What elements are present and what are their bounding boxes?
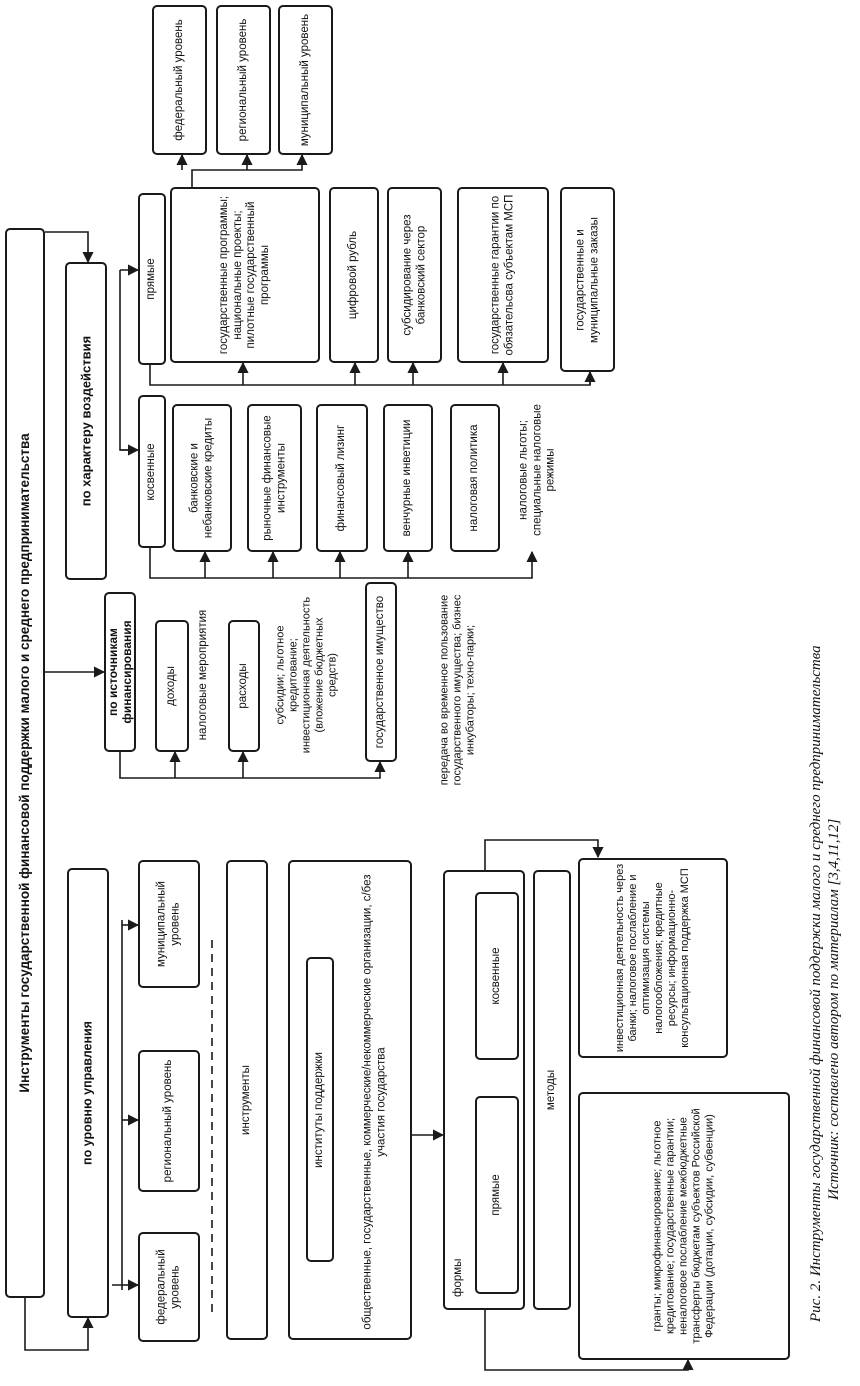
caption-line-1: Рис. 2. Инструменты государственной финансовой поддержки малого и среднего предпринимательства <box>808 645 824 1322</box>
management-title: по уровню управления <box>80 1021 95 1165</box>
expenses-box <box>228 620 260 752</box>
market-label: рыночные финансовые инструменты <box>260 415 287 541</box>
venture-box <box>383 404 433 552</box>
market-box <box>247 404 302 552</box>
institutes-inner <box>306 957 334 1262</box>
direct-label: прямые <box>145 258 158 300</box>
guarantees-box <box>457 187 549 363</box>
methods-box <box>533 870 571 1310</box>
institutes-label: институты поддержки <box>313 1051 326 1168</box>
management-box <box>67 868 109 1318</box>
programs-label: государственные программы; национальные проекты; пилотные государственный программы <box>217 195 271 355</box>
banks-subsidy-label: субсидирование через банковский сектор <box>400 214 427 336</box>
banks-subsidy-box <box>387 187 442 363</box>
forms-indirect-box <box>475 892 519 1060</box>
level-municipal-label: муниципальный уровень <box>298 13 311 147</box>
income-box <box>155 620 189 752</box>
credits-box <box>172 404 232 552</box>
credits-label: банковские и небанковские кредиты <box>188 417 214 539</box>
methods-direct-box <box>578 1092 790 1360</box>
orders-label: государственные и муниципальные заказы <box>573 216 600 343</box>
level-regional-box <box>216 5 271 155</box>
instruments-label: инструменты <box>240 1065 253 1135</box>
leasing-box <box>316 404 368 552</box>
programs-box <box>170 187 320 363</box>
regional-label: региональный уровень <box>162 1059 175 1183</box>
municipal-box <box>138 860 200 988</box>
income-note: налоговые мероприятия <box>197 609 210 741</box>
institutes-note: общественные, государственные, коммерческие/некоммерческие организации, с/без участия государства <box>361 874 387 1330</box>
tax-note: налоговые льготы; специальные налоговые режимы <box>517 404 557 536</box>
forms-label: формы <box>452 1258 465 1297</box>
expenses-note: субсидии; льготное кредитование; инвестиционная деятельность (вложение бюджетных средств) <box>274 596 339 754</box>
methods-indirect-text: инвестиционная деятельность через банки; налоговое послабление и оптимизация системы налогообложения; кредитные ресурсы; информационно-консультационная поддержка МСП <box>614 863 691 1053</box>
digital-ruble-box <box>329 187 379 363</box>
direct-bus <box>150 365 590 385</box>
municipal-label: муниципальный уровень <box>155 881 181 967</box>
root-to-impact <box>45 232 88 262</box>
property-box <box>365 582 397 762</box>
indirect-bus <box>150 548 532 578</box>
expenses-label: расходы <box>237 663 250 709</box>
mgmt-bracket <box>112 920 122 1290</box>
level-municipal-box <box>278 5 333 155</box>
impact-bracket <box>120 270 130 450</box>
caption-line-2: Источник: составлено автором по материалам [3,4,11,12] <box>826 818 842 1200</box>
guarantees-label: государственные гарантии по обязательсва субъектам МСП <box>489 194 515 356</box>
institutes-box <box>288 860 412 1340</box>
federal-box <box>138 1232 200 1342</box>
indirect-box <box>138 395 166 548</box>
sources-title: по источникам финансирования <box>105 620 134 724</box>
property-note: передача во временное пользование государственного имущества; бизнес инкубаторы; техно-парки; <box>438 594 476 786</box>
leasing-label: финансовый лизинг <box>335 424 348 532</box>
tax-policy-label: налоговая политика <box>468 424 481 532</box>
indirect-label: косвенные <box>145 442 158 501</box>
tax-policy-box <box>450 404 500 552</box>
venture-label: венчурные инветиции <box>401 419 414 537</box>
level-federal-box <box>152 5 207 155</box>
forms-indirect-label: косвенные <box>490 947 503 1005</box>
property-label: государственное имущество <box>374 595 387 749</box>
impact-title: по характеру воздействия <box>78 335 94 507</box>
root-title: Инструменты государственной финансовой поддержки малого и среднего предпринимательства <box>17 433 33 1093</box>
direct-box <box>138 193 166 365</box>
income-label: доходы <box>165 666 178 706</box>
digital-ruble-label: цифровой рубль <box>347 230 360 320</box>
methods-label: методы <box>545 1069 558 1111</box>
impact-box <box>65 262 107 580</box>
regional-box <box>138 1050 200 1192</box>
methods-direct-text: гранты; микрофинансирование; льготное кредитование; государственные гарантии; неналоговое послабление межбюджетные трансферты бюджетам субъектов Российской Федерации (дотации, субсидии, субвенции) <box>651 1108 716 1344</box>
orders-box <box>560 187 615 372</box>
forms-direct-box <box>475 1096 519 1294</box>
level-regional-label: региональный уровень <box>236 18 249 142</box>
forms-direct-label: прямые <box>490 1174 503 1216</box>
federal-label: федеральный уровень <box>155 1249 181 1325</box>
instruments-box <box>226 860 268 1340</box>
methods-indirect-box <box>578 858 728 1058</box>
sources-box <box>104 592 136 752</box>
level-federal-label: федеральный уровень <box>172 19 185 141</box>
root-box <box>5 228 45 1298</box>
forms-box <box>443 870 525 1310</box>
